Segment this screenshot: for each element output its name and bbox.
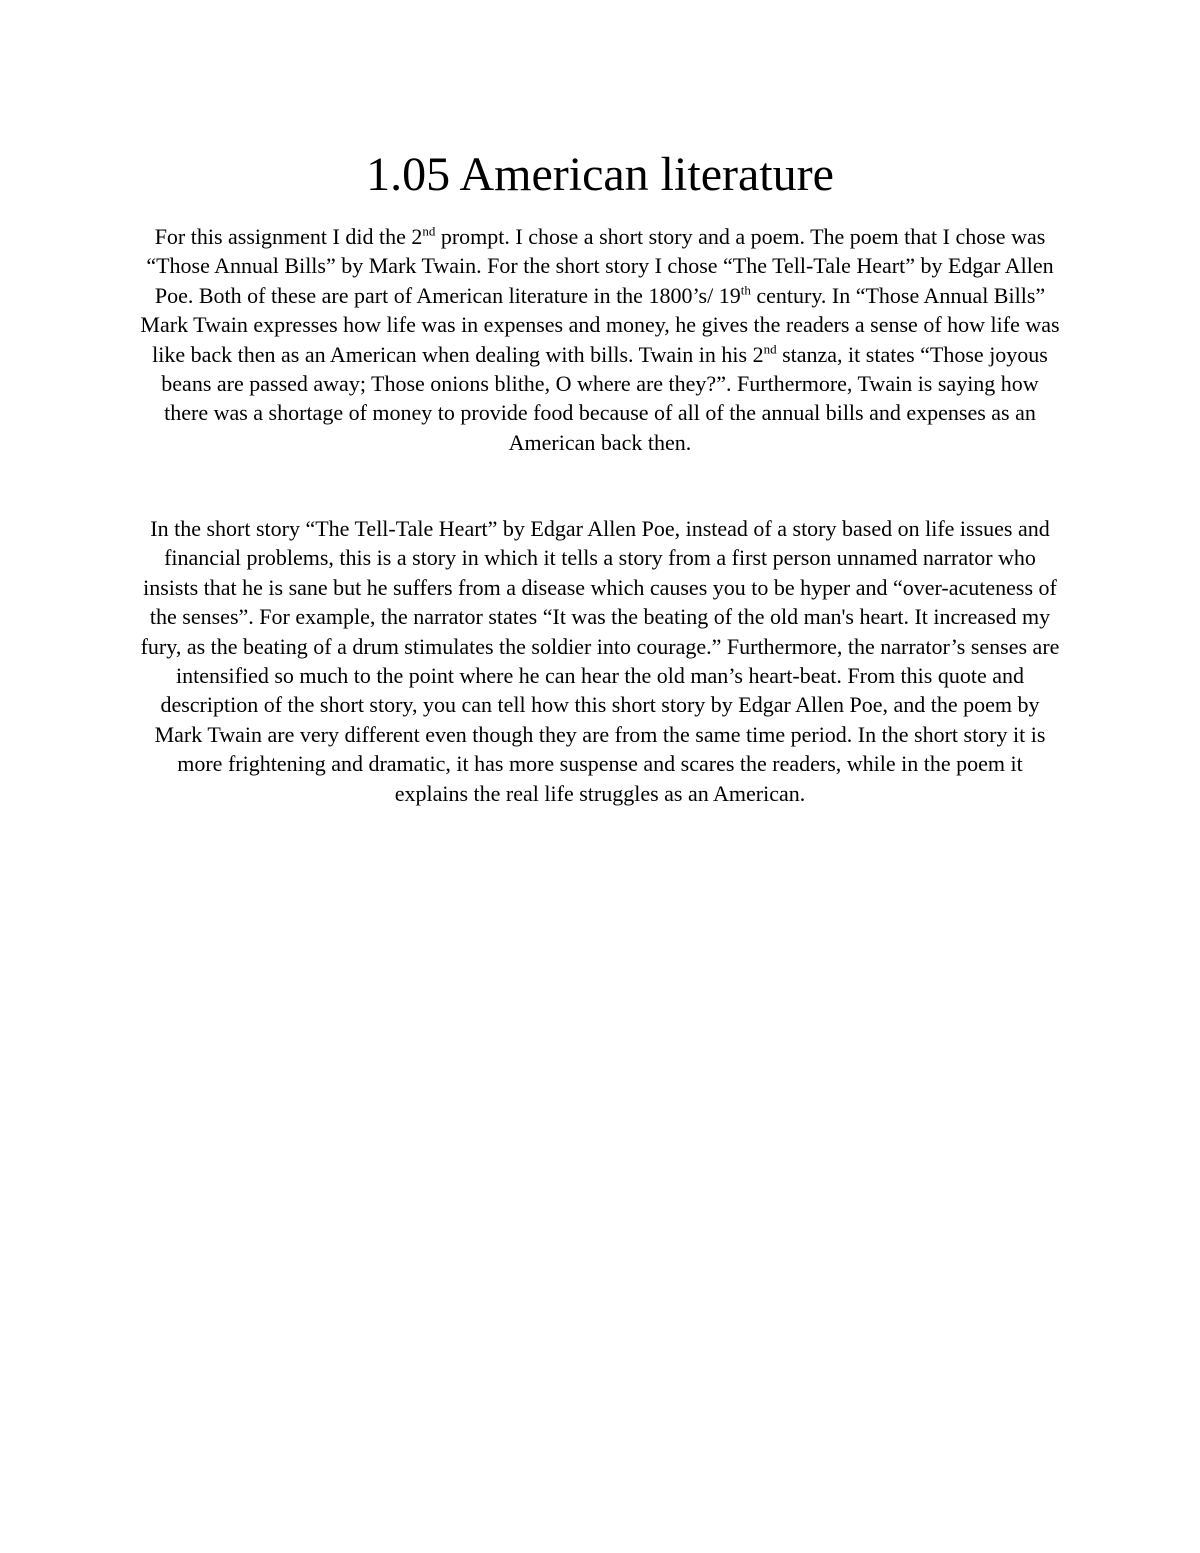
paragraph-1-text-d: stanza, it states “Those joyous beans are passed away; Those onions blithe, O where are they?”. Furthermore, Twain is saying how there was a shortage of money to provide food because of all of the annual bills and expenses as an American back then. <box>161 341 1048 455</box>
paragraph-1 <box>140 222 1060 457</box>
paragraph-2: In the short story “The Tell-Tale Heart” by Edgar Allen Poe, instead of a story based on life issues and financial problems, this is a story in which it tells a story from a first person unnamed narrator who insists that he is sane but he suffers from a disease which causes you to be hyper and “over-acuteness of the senses”. For example, the narrator states “It was the beating of the old man's heart. It increased my fury, as the beating of a drum stimulates the soldier into courage.” Furthermore, the narrator’s senses are intensified so much to the point where he can hear the old man’s heart-beat. From this quote and description of the short story, you can tell how this short story by Edgar Allen Poe, and the poem by Mark Twain are very different even though they are from the same time period. In the short story it is more frightening and dramatic, it has more suspense and scares the readers, while in the poem it explains the real life struggles as an American. <box>140 516 1060 806</box>
paragraph-1-text-c: century. In “Those Annual Bills” Mark Twain expresses how life was in expenses and money, he gives the readers a sense of how life was like back then as an American when dealing with bills. Twain in his 2 <box>140 282 1060 367</box>
paragraph-1-text-a: For this assignment I did the 2 <box>154 224 423 249</box>
paragraph-1-text-b: prompt. I chose a short story and a poem. The poem that I chose was “Those Annual Bills” by Mark Twain. For the short story I chose “The Tell-Tale Heart” by Edgar Allen Poe. Both of these are part of American literature in the 1800’s/ 19 <box>146 224 1054 308</box>
ordinal-suffix: th <box>740 282 751 298</box>
ordinal-suffix: nd <box>763 341 777 357</box>
ordinal-suffix: nd <box>422 223 436 239</box>
document-title: 1.05 American literature <box>366 148 834 201</box>
